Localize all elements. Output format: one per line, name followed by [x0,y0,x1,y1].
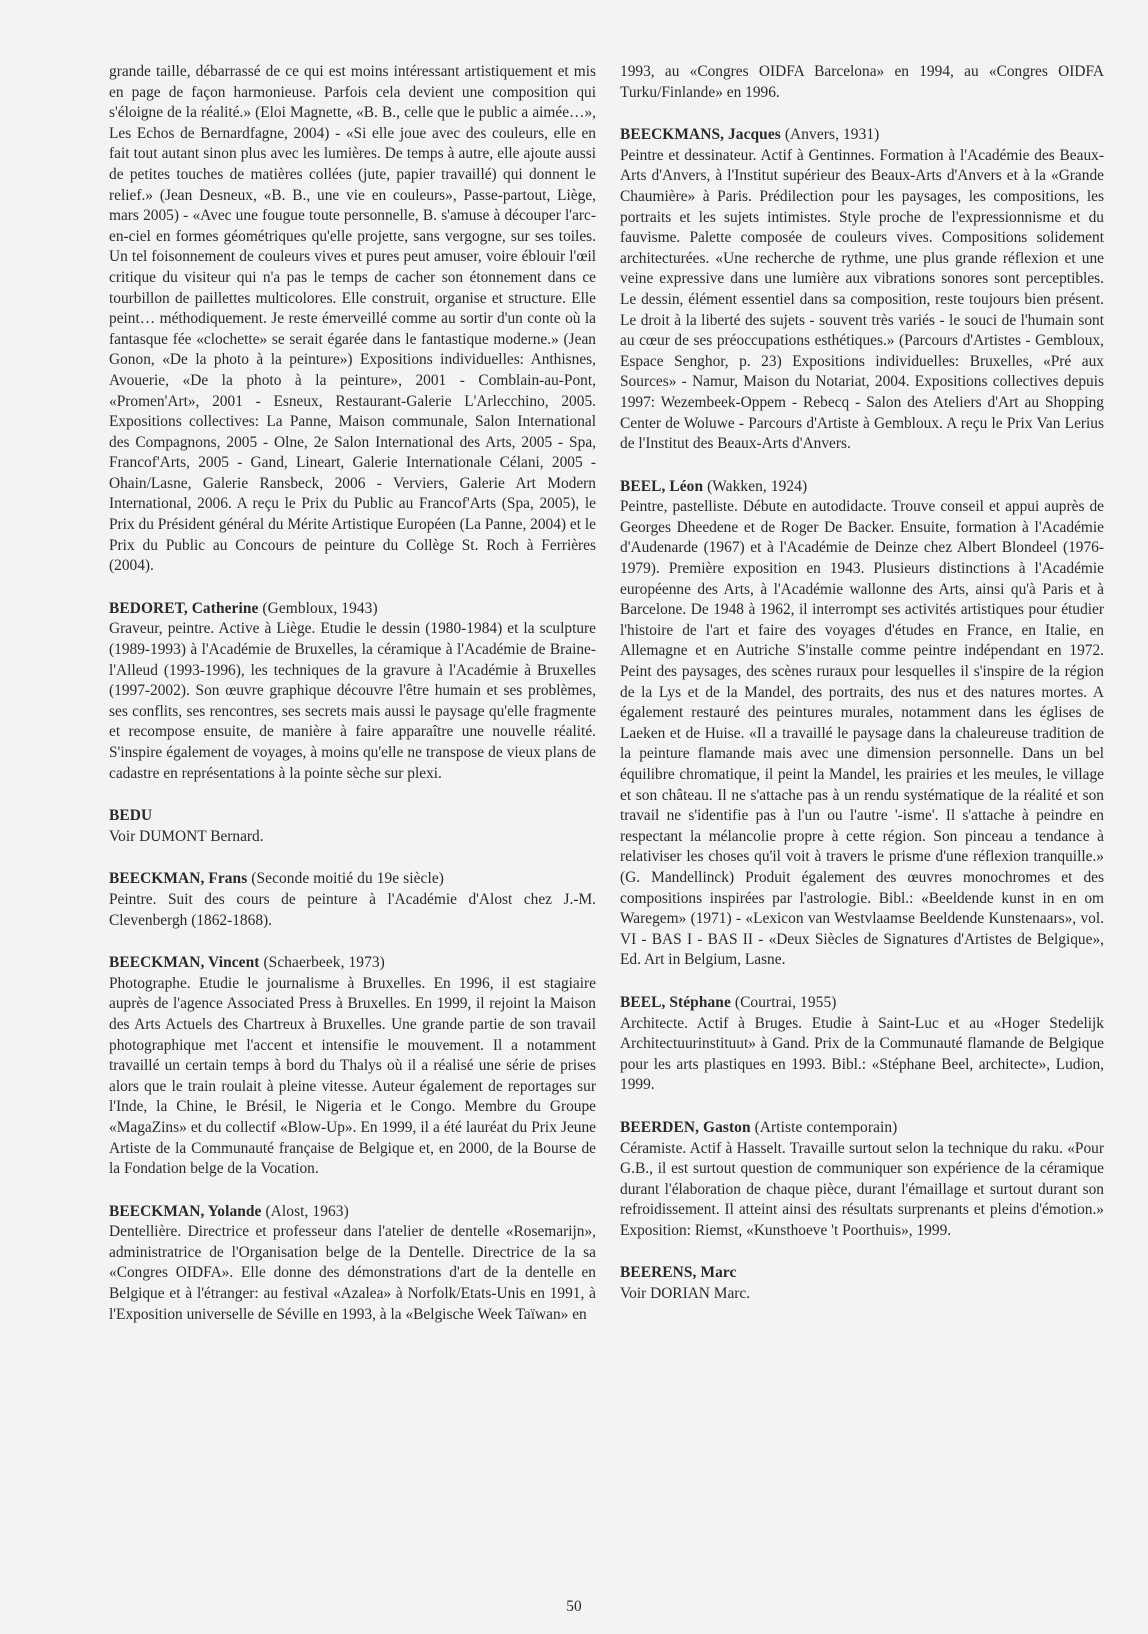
left-column [109,62,596,1347]
entry-text: Graveur, peintre. Active à Liège. Etudie le dessin (1980-1984) et la sculpture (1989-1993) à l'Académie de Bruxelles, la céramique à l'Académie de Braine-l'Alleud (1993-1996), les techniques de la gravure à l'Académie à Bruxelles (1997-2002). Son œuvre graphique découvre l'être humain et ses problèmes, ses conflits, ses rencontres, ses secrets mais aussi le paysage qu'elle fragmente et recompose ensuite, de manière à faire apparaître une nouvelle réalité. S'inspire également de voyages, à moins qu'elle ne transpose de vieux plans de cadastre en représentations à la pointe sèche sur plexi. [109,620,596,782]
entry-beeckmans-jacques [620,125,1104,455]
entry-beeckman-vincent [109,953,596,1180]
right-column [620,62,1104,1327]
entry-text: Peintre. Suit des cours de peinture à l'Académie d'Alost chez J.-M. Clevenbergh (1862-1868). [109,890,596,929]
entry-text: Photographe. Etudie le journalisme à Bruxelles. En 1996, il est stagiaire auprès de l'agence Associated Press à Bruxelles. En 1999, il rejoint la Maison des Arts Actuels des Chartreux à Bruxelles. Une grande partie de son travail photographique met l'accent et intensifie le mouvement. Il a notamment travaillé un certain temps à bord du Thalys où il a réalisé une série de prises alors que le train roulait à pleine vitesse. Auteur également de reportages sur l'Inde, la Chine, le Brésil, le Nigeria et le Congo. Membre du Groupe «MagaZins» et du collectif «Blow-Up». En 1999, il a été lauréat du Prix Jeune Artiste de la Communauté française de Belgique et, en 2000, de la Bourse de la Fondation belge de la Vocation. [109,974,596,1178]
entry-beel-leon [620,477,1104,971]
entry-name: BEERENS, Marc [620,1264,737,1282]
entry-text: Dentellière. Directrice et professeur dans l'atelier de dentelle «Rosemarijn», administratrice de l'Organisation belge de la Dentelle. Directrice de la sa «Congres OIDFA». Elle donne des démonstrations d'art de la dentelle en Belgique et à l'étranger: au festival «Azalea» à Norfolk/Etats-Unis en 1991, à l'Exposition universelle de Séville en 1993, à la «Belgische Week Taïwan» en [109,1223,596,1323]
entry-text: Voir DUMONT Bernard. [109,827,264,845]
entry-text: 1993, au «Congres OIDFA Barcelona» en 1994, au «Congres OIDFA Turku/Finlande» en 1996. [620,63,1104,101]
entry-name: BEDU [109,807,153,825]
entry-beerden-gaston [620,1118,1104,1242]
entry-name: BEEL, Stéphane (Courtrai, 1955) [620,993,837,1011]
entry-text: Céramiste. Actif à Hasselt. Travaille surtout selon la technique du raku. «Pour G.B., il est surtout question de communiquer son expérience de la céramique durant l'élaboration de chaque pièce, durant l'émaillage et surtout durant son refroidissement. Il atteint ainsi des résultats surprenants et pleins d'émotion.» Exposition: Riemst, «Kunsthoeve 't Poorthuis», 1999. [620,1139,1104,1239]
entry-name: BEECKMAN, Frans (Seconde moitié du 19e siècle) [109,870,445,888]
entry-name: BEDORET, Catherine (Gembloux, 1943) [109,599,378,617]
entry-bedoret-catherine [109,599,596,784]
entry-name: BEECKMAN, Yolande (Alost, 1963) [109,1202,349,1220]
entry-text: Architecte. Actif à Bruges. Etudie à Saint-Luc et au «Hoger Stedelijk Architectuurinstituut» à Gand. Prix de la Communauté flamande de Belgique pour les arts plastiques en 1993. Bibl.: «Stéphane Beel, architecte», Ludion, 1999. [620,1014,1104,1094]
entry-text: Peintre et dessinateur. Actif à Gentinnes. Formation à l'Académie des Beaux-Arts d'Anvers, à l'Institut supérieur des Beaux-Arts d'Anvers et à la «Grande Chaumière» à Paris. Prédilection pour les paysages, les compositions, les portraits et les sujets intimistes. Style proche de l'expressionnisme et du fauvisme. Palette composée de couleurs vives. Compositions solidement architecturées. «Une recherche de rythme, une plus grande réflexion et une veine expressive dans une lumière aux vibrations sonores sont perceptibles. Le dessin, élément essentiel dans sa composition, reste toujours bien présent. Le droit à la liberté des sujets - souvent très variés - le souci de l'humain sont au cœur de ses préoccupations esthétiques.» (Parcours d'Artistes - Gembloux, Espace Senghor, p. 23) Expositions individuelles: Bruxelles, «Pré aux Sources» - Namur, Maison du Notariat, 2004. Expositions collectives depuis 1997: Wezembeek-Oppem - Rebecq - Salon des Ateliers d'Art au Shopping Center de Woluwe - Parcours d'Artiste à Gembloux. A reçu le Prix Van Lerius de l'Institut des Beaux-Arts d'Anvers. [620,146,1104,453]
entry-beel-stephane [620,993,1104,1096]
entry-name: BEERDEN, Gaston (Artiste contemporain) [620,1118,898,1136]
entry-beeckman-yolande [109,1202,596,1326]
continuation-text [620,62,1104,103]
page-number: 50 [566,1598,582,1615]
entry-text: Peintre, pastelliste. Débute en autodidacte. Trouve conseil et appui auprès de Georges Dheedene et de Roger De Backer. Ensuite, formation à l'Académie d'Audenarde (1967) et à l'Académie de Deinze chez Albert Blondeel (1976-1979). Première exposition en 1943. Plusieurs distinctions à l'Académie européenne des Arts, à l'Académie wallonne des Arts, ainsi qu'à Paris et à Barcelone. De 1948 à 1962, il interrompt ses activités artistiques pour étudier l'histoire de l'art et faire des voyages d'études en France, en Italie, en Allemagne et en Autriche S'installe comme peintre indépendant en 1972. Peint des paysages, des scènes ruraux pour lesquelles il s'inspire de la région de la Lys et de la Mandel, des portraits, des nus et des natures mortes. A également restauré des peintures murales, notamment dans les églises de Laeken et de Huise. «Il a travaillé le paysage dans la chaleureuse tradition de la peinture flamande mais avec une dimension personnelle. Dans un bel équilibre chromatique, il peint la Mandel, les prairies et les meules, le village et son château. Il ne s'attache pas à un rendu systématique de la réalité et son travail ne s'identifie pas à l'un ou l'autre '-isme'. Il s'attache à peindre en respectant la mélancolie propre à cette région. Son pinceau a tendance à relativiser les choses qu'il voit à travers le prisme d'une réflexion tranquille.» (G. Mandellinck) Produit également des œuvres monochromes et des compositions inspirées par l'astrologie. Bibl.: «Beeldende kunst in en om Waregem» (1971) - «Lexicon van Westvlaamse Beeldende Kunstenaars», vol. VI - BAS I - BAS II - «Deux Siècles de Signatures d'Artistes de Belgique», Ed. Art in Belgium, Lasne. [620,498,1104,969]
entry-name: BEECKMANS, Jacques (Anvers, 1931) [620,126,880,144]
entry-text: Voir DORIAN Marc. [620,1285,751,1303]
continuation-text [109,62,596,577]
entry-beeckman-frans [109,869,596,931]
entry-name: BEECKMAN, Vincent (Schaerbeek, 1973) [109,954,385,972]
entry-text: grande taille, débarrassé de ce qui est moins intéressant artistiquement et mis en page de façon harmonieuse. Parfois cela devient une composition qui s'éloigne de la réalité.» (Eloi Magnette, «B. B., celle que le public a aimée…», Les Echos de Bernardfagne, 2004) - «Si elle joue avec des couleurs, elle en fait tout autant sinon plus avec les lumières. De temps à autre, elle ajoute aussi de petites touches de matières collées (jute, papier travaillé) qui donnent le relief.» (Jean Desneux, «B. B., une vie en couleurs», Passe-partout, Liège, mars 2005) - «Avec une fougue toute personnelle, B. s'amuse à découper l'arc-en-ciel en formes géométriques qu'elle projette, sans vergogne, sur ses toiles. Un tel foisonnement de couleurs vives et pures peut amuser, voire éblouir l'œil critique du visiteur qui n'a pas le temps de cacher son étonnement dans ce tourbillon de paillettes multicolores. Elle construit, organise et structure. Elle peint… méthodiquement. Je reste émerveillé comme au sortir d'un conte où la fantasque fée «clochette» se serait égarée dans le fantastique moderne.» (Jean Gonon, «De la photo à la peinture») Expositions individuelles: Anthisnes, Avouerie, «De la photo à la peinture», 2001 - Comblain-au-Pont, «Promen'Art», 2001 - Esneux, Restaurant-Galerie L'Arlecchino, 2005. Expositions collectives: La Panne, Maison communale, Salon International des Compagnons, 2005 - Olne, 2e Salon International des Arts, 2005 - Spa, Francof'Arts, 2005 - Gand, Lineart, Galerie Internationale Célani, 2005 - Ohain/Lasne, Galerie Ransbeck, 2006 - Verviers, Galerie Art Modern International, 2006. A reçu le Prix du Public au Francof'Arts (Spa, 2005), le Prix du Président général du Mérite Artistique Européen (La Panne, 2004) et le Prix du Public au Concours de peinture du Collège St. Roch à Ferrières (2004). [109,63,596,575]
entry-beerens-marc [620,1263,1104,1304]
entry-bedu [109,806,596,847]
entry-name: BEEL, Léon (Wakken, 1924) [620,477,808,495]
